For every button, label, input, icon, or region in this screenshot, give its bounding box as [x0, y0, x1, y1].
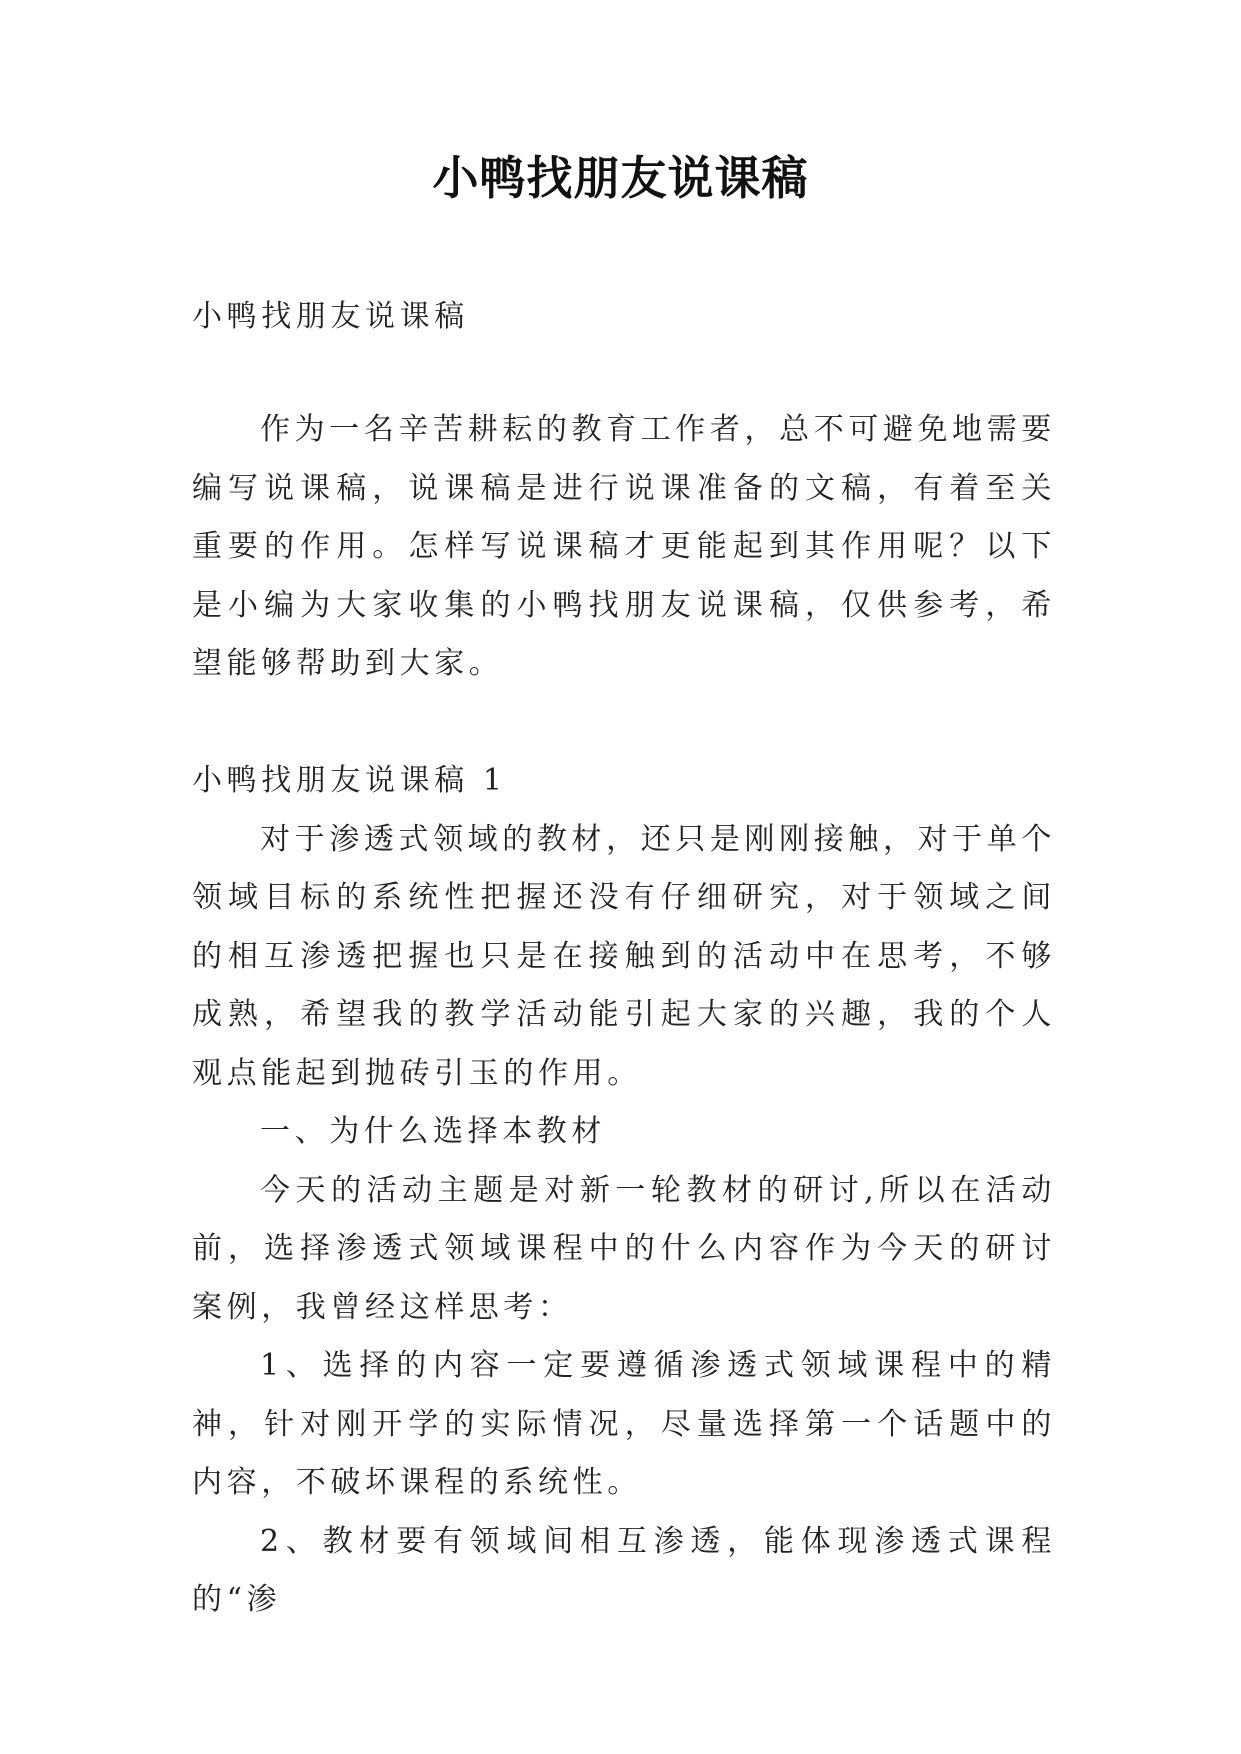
body-paragraph: 对于渗透式领域的教材，还只是刚刚接触，对于单个领域目标的系统性把握还没有仔细研究，对于领域之间的相互渗透把握也只是在接触到的活动中在思考，不够成熟，希望我的教学活动能引起大家的兴趣，我的个人观点能起到抛砖引玉的作用。: [192, 821, 1056, 1091]
document-title: 小鸭找朋友说课稿: [432, 151, 809, 205]
section-heading: 小鸭找朋友说课稿 1: [192, 763, 507, 798]
body-paragraph: 今天的活动主题是对新一轮教材的研讨,所以在活动前，选择渗透式领域课程中的什么内容作为今天的研讨案例，我曾经这样思考：: [192, 1172, 1056, 1325]
numbered-heading: 一、为什么选择本教材: [260, 1114, 606, 1149]
section-block: [192, 752, 1056, 1630]
intro-paragraph: 作为一名辛苦耕耘的教育工作者，总不可避免地需要编写说课稿，说课稿是进行说课准备的文稿，有着至关重要的作用。怎样写说课稿才更能起到其作用呢？以下是小编为大家收集的小鸭找朋友说课稿，仅供参考，希望能够帮助到大家。: [192, 412, 1056, 681]
document-subtitle: 小鸭找朋友说课稿: [192, 299, 469, 334]
list-item: 2、教材要有领域间相互渗透，能体现渗透式课程的“渗: [192, 1523, 1056, 1617]
list-item: 1、选择的内容一定要遵循渗透式领域课程中的精神，针对刚开学的实际情况，尽量选择第一个话题中的内容，不破坏课程的系统性。: [192, 1348, 1056, 1500]
